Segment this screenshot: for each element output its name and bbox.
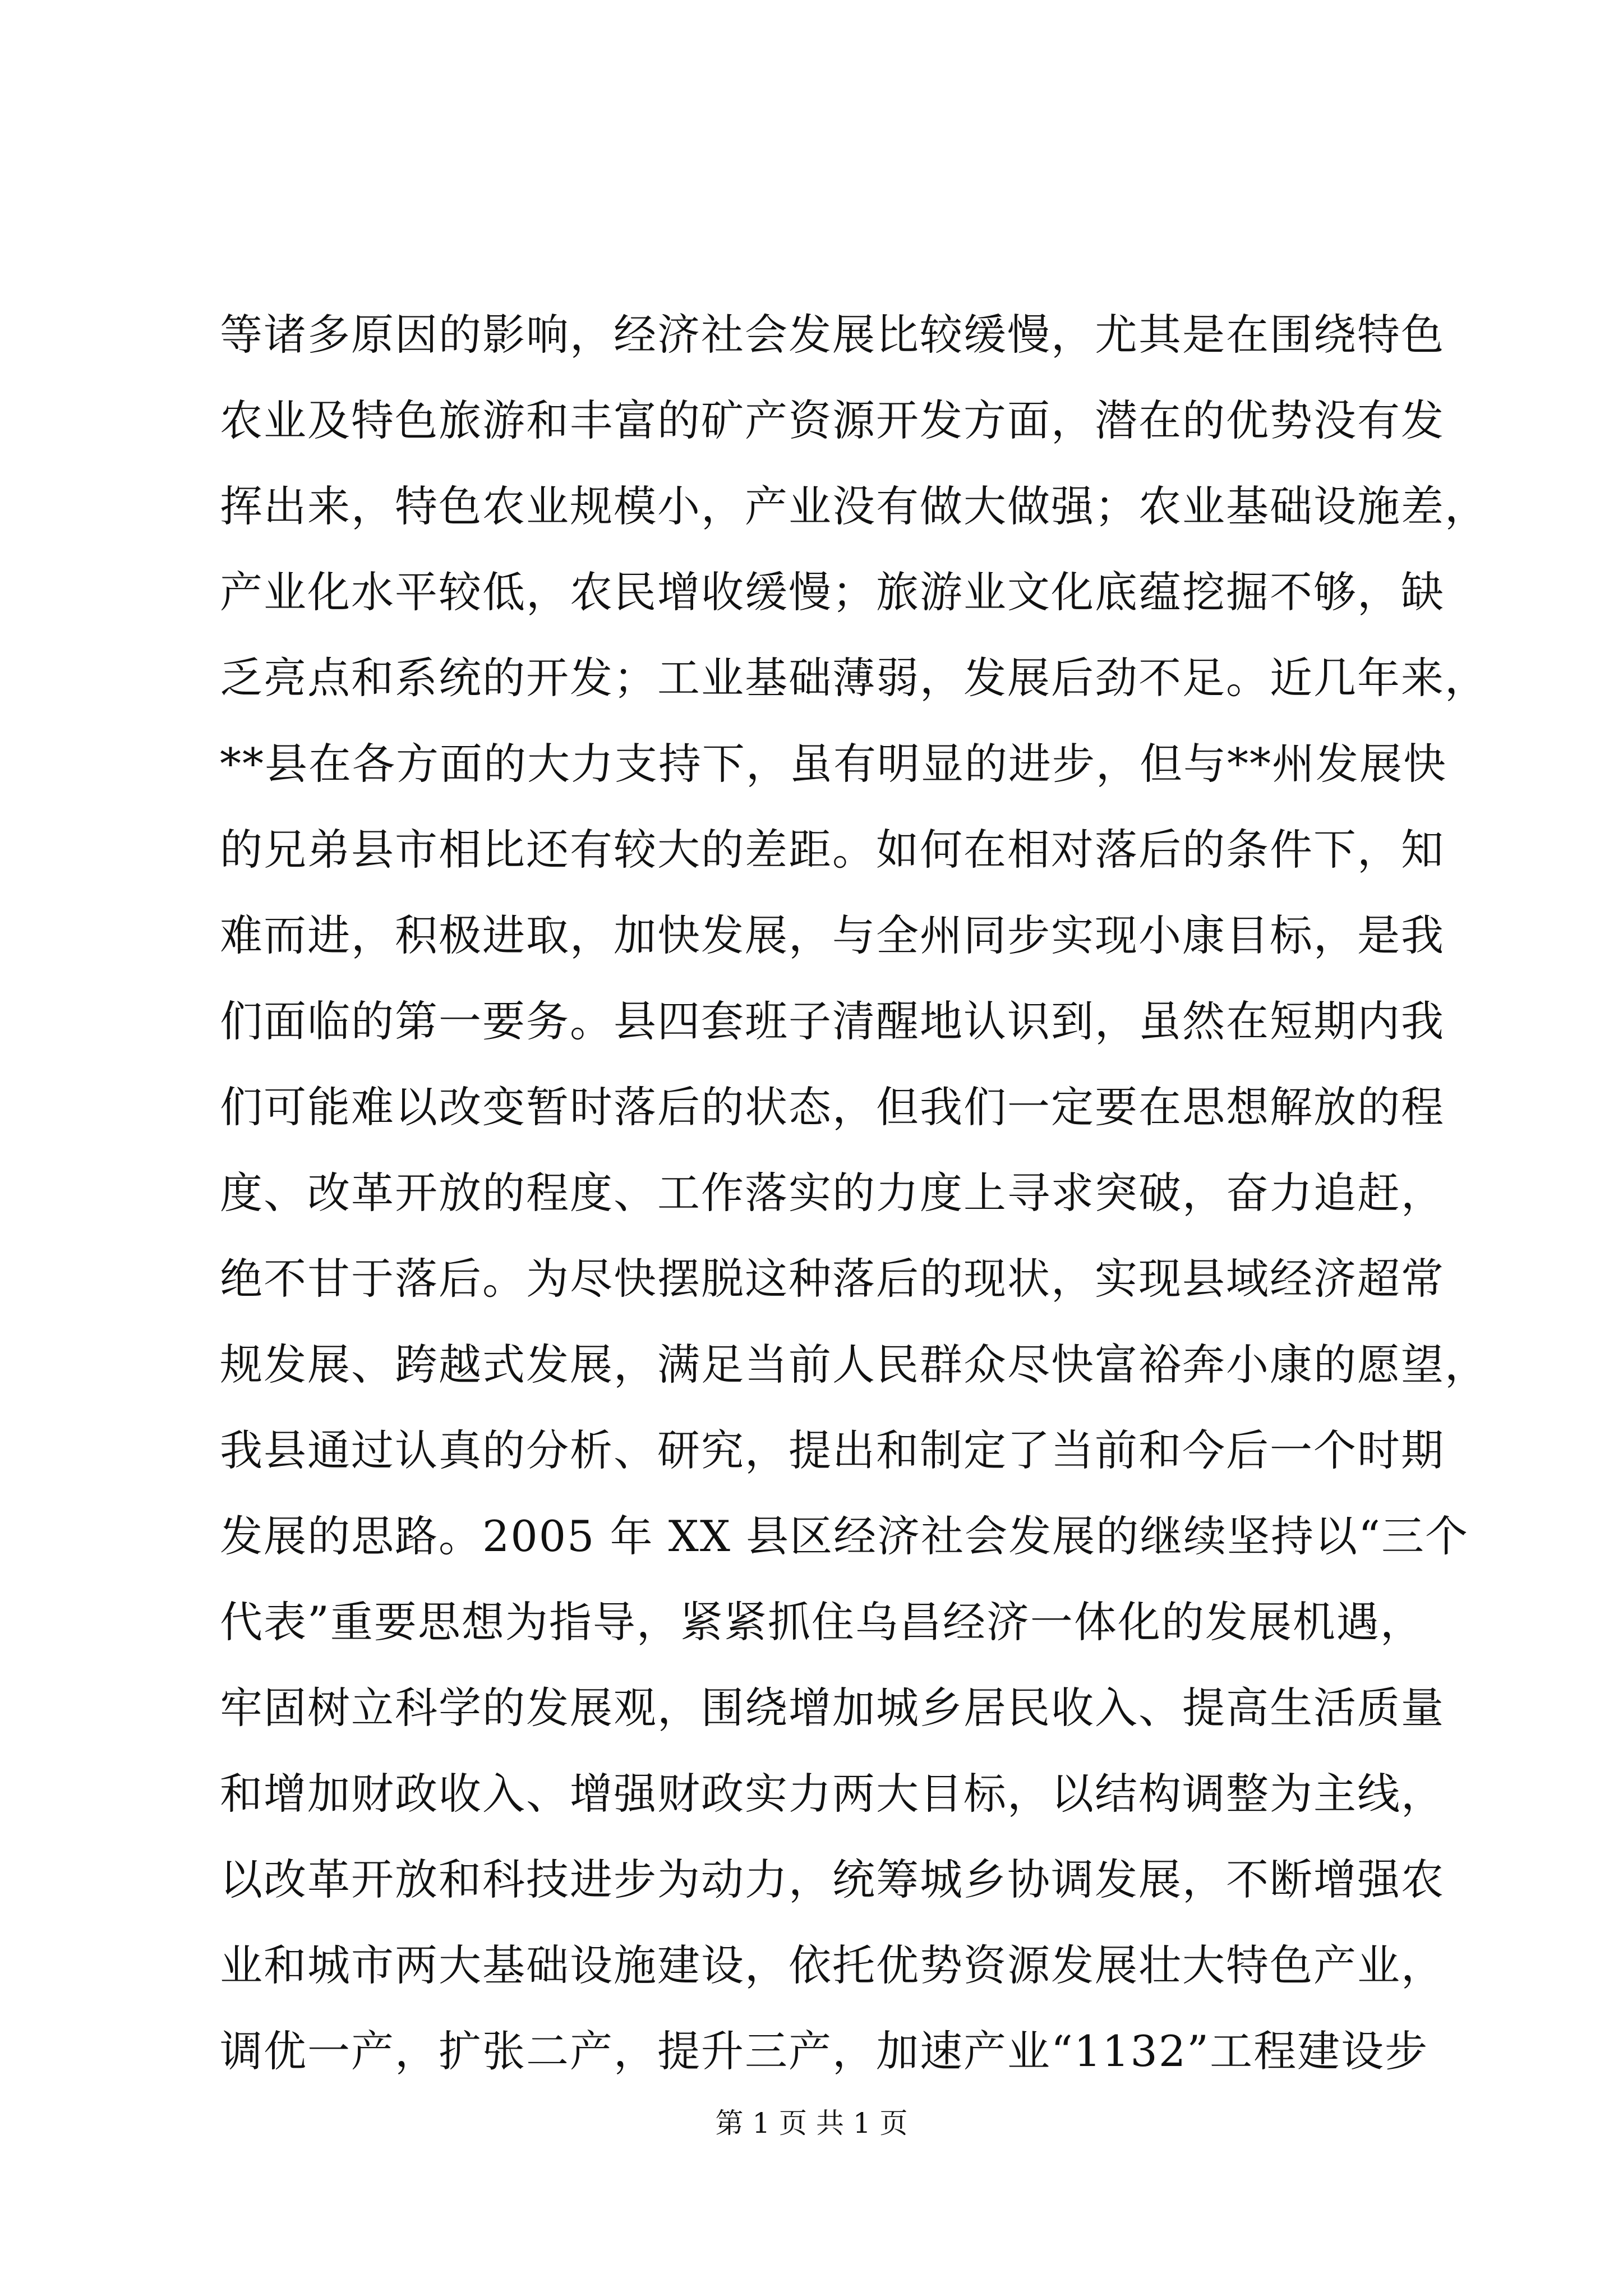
page-footer: 第 1 页 共 1 页 [715, 2107, 908, 2139]
text-line: 牢固树立科学的发展观，围绕增加城乡居民收入、提高生活质量 [220, 1683, 1445, 1733]
text-line: 度、改革开放的程度、工作落实的力度上寻求突破，奋力追赶， [220, 1168, 1445, 1218]
text-line: 的兄弟县市相比还有较大的差距。如何在相对落后的条件下，知 [220, 825, 1445, 875]
text-line: 乏亮点和系统的开发；工业基础薄弱，发展后劲不足。近几年来， [220, 653, 1488, 703]
text-line: 调优一产，扩张二产，提升三产，加速产业“1132”工程建设步 [220, 2026, 1429, 2076]
text-line: 等诸多原因的影响，经济社会发展比较缓慢，尤其是在围绕特色 [220, 310, 1445, 360]
text-line: 发展的思路。2005 年 XX 县区经济社会发展的继续坚持以“三个 [220, 1511, 1469, 1561]
text-line: 和增加财政收入、增强财政实力两大目标，以结构调整为主线， [220, 1769, 1445, 1819]
text-line: 业和城市两大基础设施建设，依托优势资源发展壮大特色产业， [220, 1940, 1445, 1990]
text-line: 挥出来，特色农业规模小，产业没有做大做强；农业基础设施差， [220, 481, 1488, 531]
text-line: 难而进，积极进取，加快发展，与全州同步实现小康目标，是我 [220, 910, 1445, 960]
text-line: 们面临的第一要务。县四套班子清醒地认识到，虽然在短期内我 [220, 996, 1445, 1046]
body-text [220, 292, 1488, 2094]
text-line: 以改革开放和科技进步为动力，统筹城乡协调发展，不断增强农 [220, 1855, 1445, 1904]
text-line: **县在各方面的大力支持下，虽有明显的进步，但与**州发展快 [220, 739, 1447, 789]
text-line: 规发展、跨越式发展，满足当前人民群众尽快富裕奔小康的愿望， [220, 1340, 1488, 1389]
text-line: 我县通过认真的分析、研究，提出和制定了当前和今后一个时期 [220, 1425, 1445, 1475]
text-line: 代表”重要思想为指导，紧紧抓住乌昌经济一体化的发展机遇， [220, 1597, 1424, 1647]
text-line: 绝不甘于落后。为尽快摆脱这种落后的现状，实现县域经济超常 [220, 1254, 1445, 1304]
text-line: 农业及特色旅游和丰富的矿产资源开发方面，潜在的优势没有发 [220, 395, 1445, 445]
text-line: 们可能难以改变暂时落后的状态，但我们一定要在思想解放的程 [220, 1082, 1445, 1132]
text-line: 产业化水平较低，农民增收缓慢；旅游业文化底蕴挖掘不够，缺 [220, 567, 1445, 617]
